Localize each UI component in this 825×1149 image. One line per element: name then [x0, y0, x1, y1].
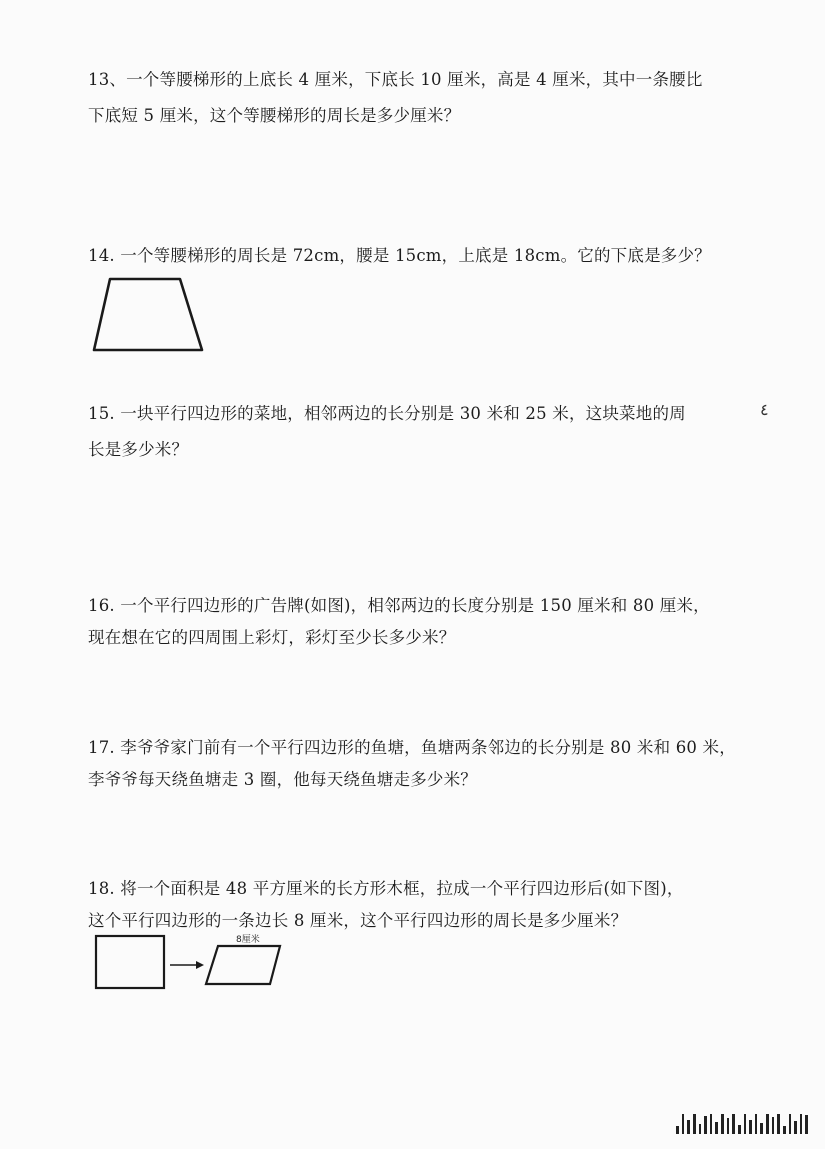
problem-15-line-1: 15. 一块平行四边形的菜地，相邻两边的长分别是 30 米和 25 米，这块菜地的周 — [88, 404, 686, 423]
arrow-right-icon — [196, 961, 204, 969]
trapezoid-shape — [94, 279, 202, 350]
footer-barcode-icon — [676, 1112, 808, 1134]
problem-13 — [88, 62, 768, 134]
problem-18-line-2: 这个平行四边形的一条边长 8 厘米，这个平行四边形的周长是多少厘米？ — [88, 911, 628, 930]
problem-16 — [88, 590, 768, 654]
problem-13-line-1: 13、一个等腰梯形的上底长 4 厘米，下底长 10 厘米，高是 4 厘米，其中一条腰比 — [88, 70, 703, 89]
problem-17-line-1: 17. 李爷爷家门前有一个平行四边形的鱼塘，鱼塘两条邻边的长分别是 80 米和 60 米， — [88, 738, 736, 757]
problem-14-line-1: 14. 一个等腰梯形的周长是 72cm，腰是 15cm，上底是 18cm。它的下底是多少？ — [88, 246, 711, 265]
stray-mark: ٤ — [760, 400, 769, 419]
problem-15-line-2: 长是多少米？ — [88, 440, 189, 459]
problem-14 — [88, 238, 768, 274]
problem-16-line-1: 16. 一个平行四边形的广告牌(如图)，相邻两边的长度分别是 150 厘米和 80 厘米， — [88, 596, 710, 615]
parallelogram-side-label: 8厘米 — [236, 935, 260, 945]
rectangle-to-parallelogram-figure — [88, 930, 288, 995]
parallelogram-shape — [206, 946, 280, 984]
problem-13-line-2: 下底短 5 厘米，这个等腰梯形的周长是多少厘米？ — [88, 106, 461, 125]
problem-18 — [88, 873, 768, 937]
problem-17 — [88, 732, 768, 796]
problem-18-line-1: 18. 将一个面积是 48 平方厘米的长方形木框，拉成一个平行四边形后(如下图)， — [88, 879, 684, 898]
problem-16-line-2: 现在想在它的四周围上彩灯，彩灯至少长多少米？ — [88, 628, 456, 647]
rectangle-frame-shape — [96, 936, 164, 988]
problem-17-line-2: 李爷爷每天绕鱼塘走 3 圈，他每天绕鱼塘走多少米？ — [88, 770, 477, 789]
problem-15 — [88, 396, 768, 468]
trapezoid-figure — [90, 270, 210, 355]
